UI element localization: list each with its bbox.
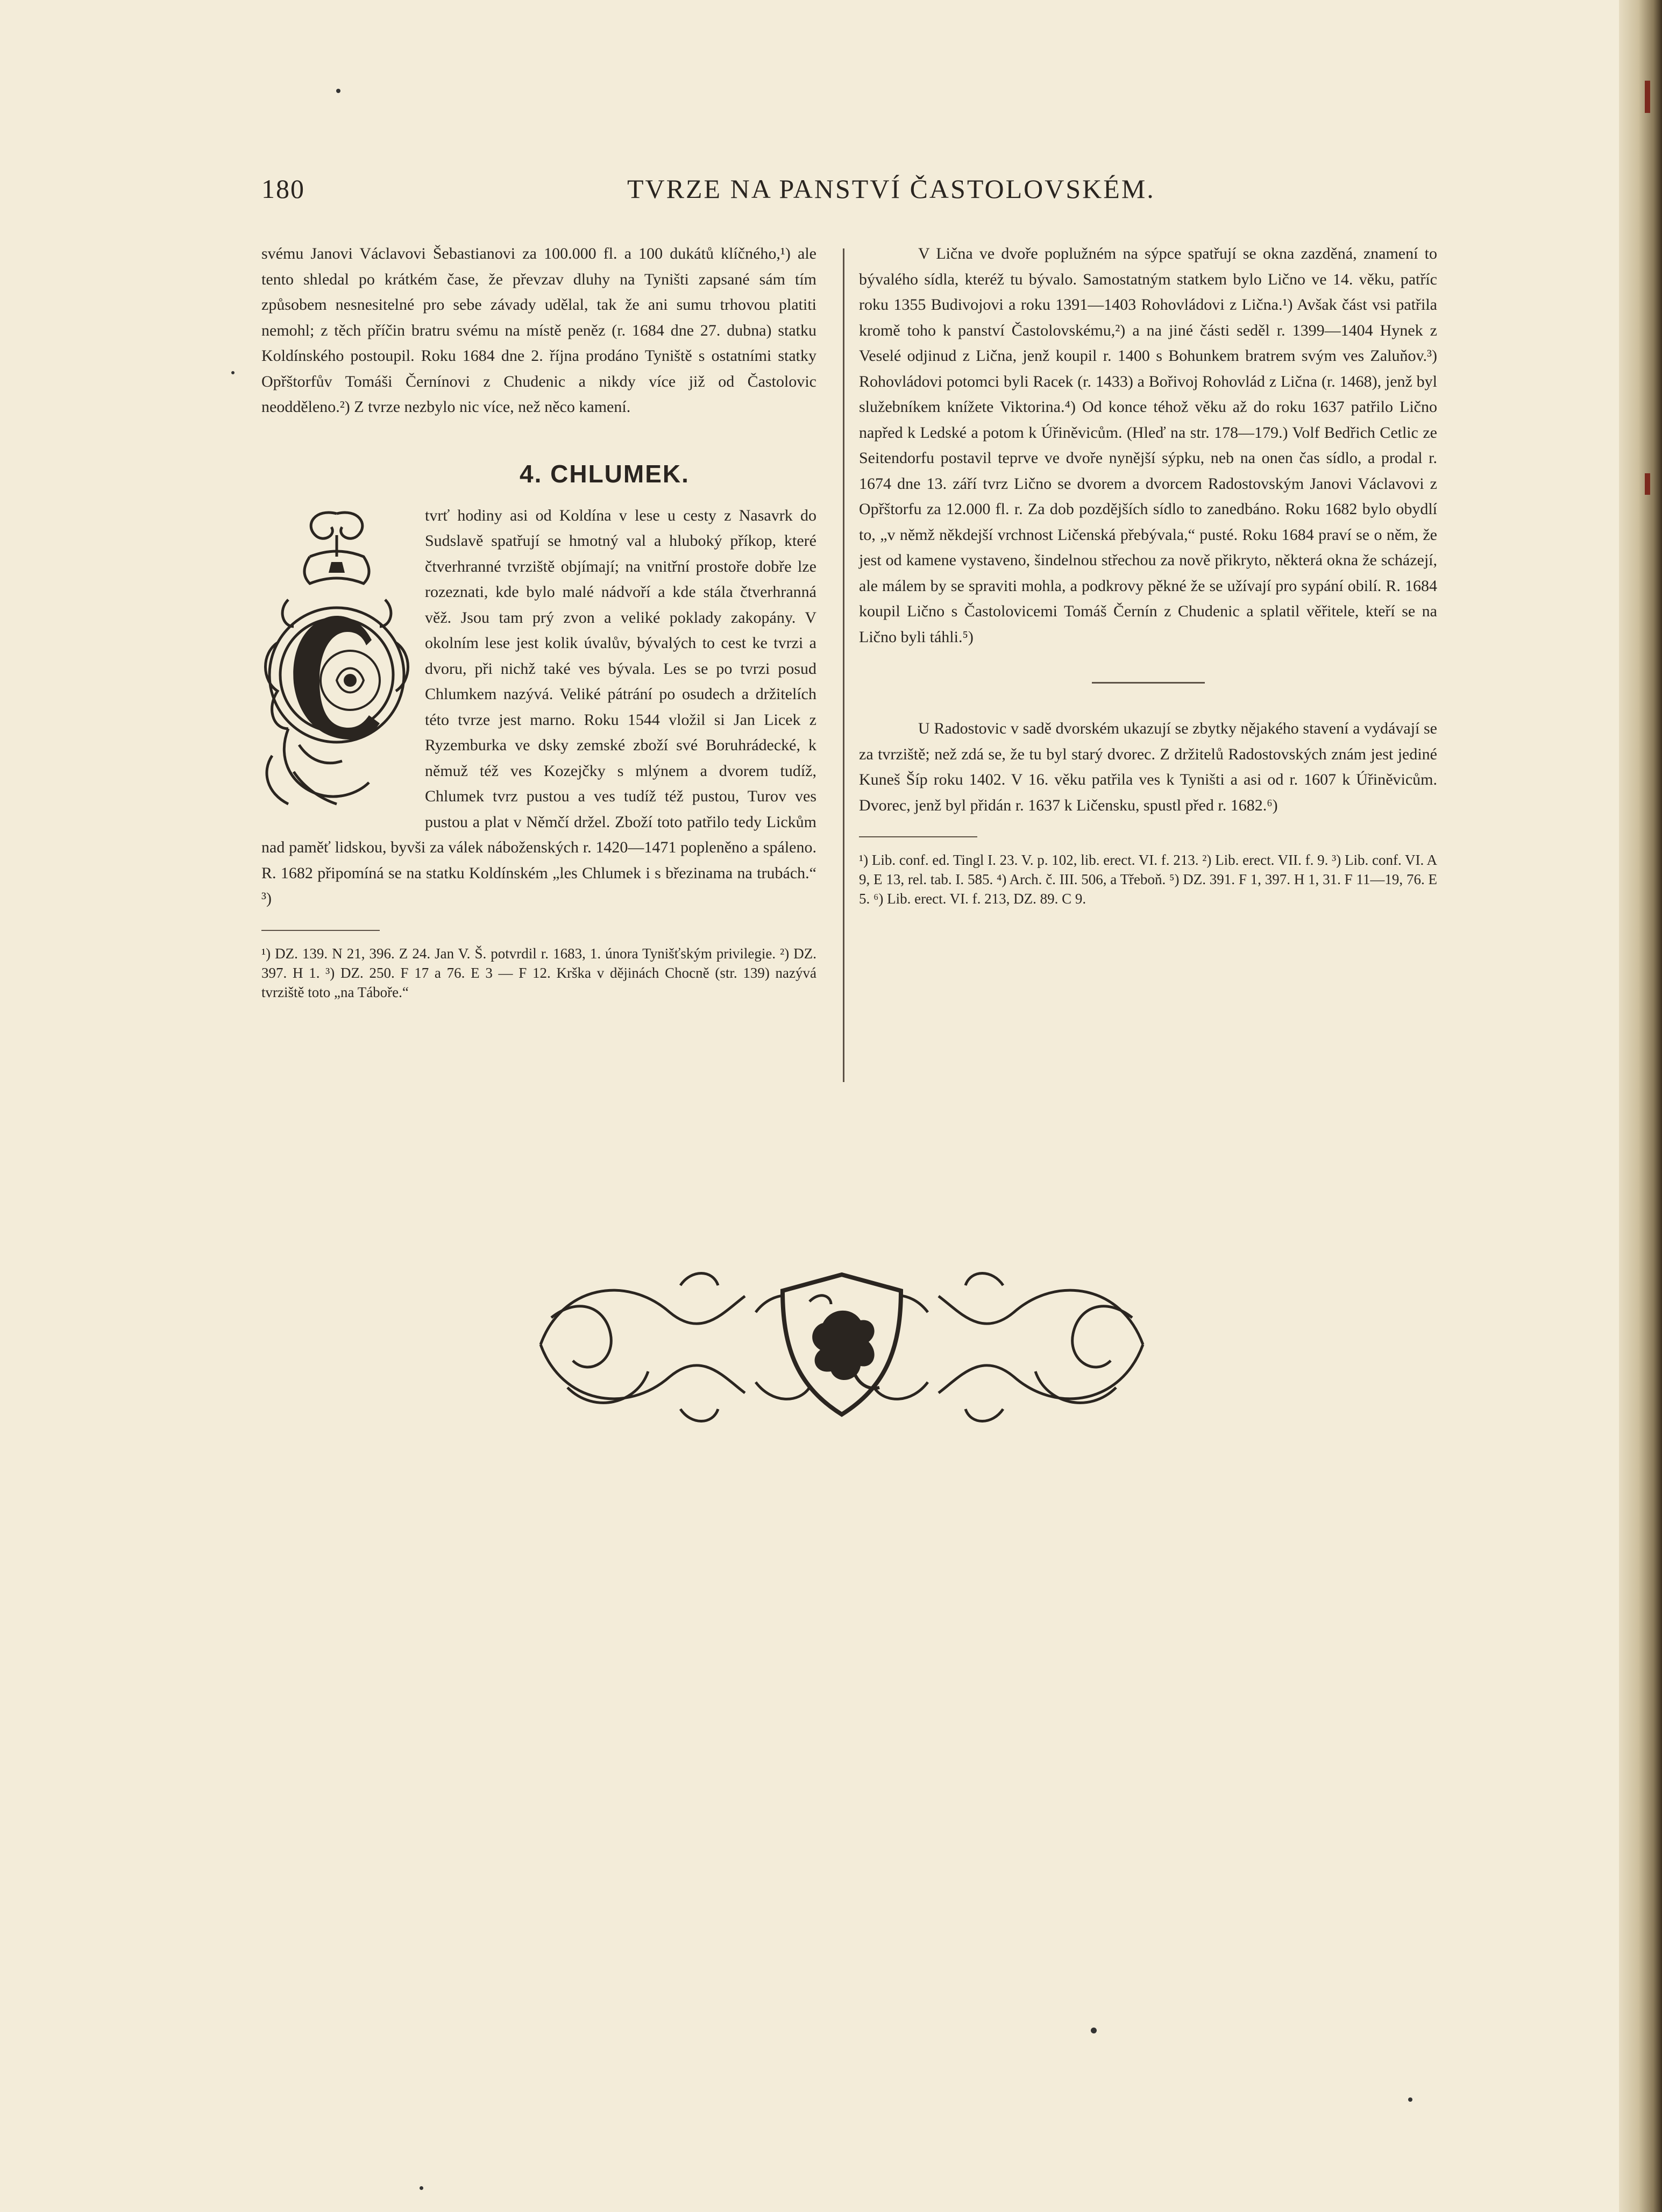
right-column [859,241,1437,908]
radostovic-paragraph: U Radostovic v sadě dvorském ukazují se zbytky nějakého stavení a vydávají se za tvrziště; než zdá se, že tu byl starý dvorec. Z držitelů Radostovských znám jest jediné Kuneš Šíp roku 1402. V 16. věku patřila ves k Tyništi a asi od r. 1607 k Úřiněvicům. Dvorec, jenž byl přidán r. 1637 k Ličensku, spustl před r. 1682.⁶) [859,720,1437,814]
paper-speck [336,89,340,93]
left-footnotes: ¹) DZ. 139. N 21, 396. Z 24. Jan V. Š. potvrdil r. 1683, 1. února Tynišťským privilegie. ²) DZ. 397. H 1. ³) DZ. 250. F 17 a 76. E 3 — F 12. Krška v dějinách Chocně (str. 139) nazývá tvrziště toto „na Táboře.“ [261,945,816,1000]
page-edge [1619,0,1662,2212]
paper-speck [231,371,235,374]
dropcap-ornament [256,503,417,826]
running-head [261,173,1445,216]
section-title: 4. CHLUMEK. [520,459,690,488]
paper-speck [1091,2028,1097,2033]
section-paragraph: tvrť hodiny asi od Koldína v lese u cesty z Nasavrk do Sudslavě spatřují se hmotný val a hluboký příkop, které čtverhranné tvrziště objímají; na vnitřní prostoře dobře lze rozeznati, kde bylo malé nádvoří a kde stála čtverhranná věž. Jsou tam prý zvon a veliké poklady zakopány. V okolním lese jest kolik úvalův, bývalých to cest ke tvrzi a dvoru, při nichž také ves bývala. Les se po tvrzi posud Chlumkem nazývá. Veliké pátrání po osudech a držitelích této tvrze jest marno. Roku 1544 vložil si Jan Licek z Ryzemburka ve dsky zemské zboží své Boruhrádecké, k němuž též ves Kozejčky s mlýnem a dvorem tudíž, Chlumek tvrz pustou a ves tudíž též pustou, Turov ves pustou a plat v Němčí držel. Zboží toto patřilo tedy Lickům nad paměť lidskou, byvši za válek náboženských r. 1420—1471 popleněno a spáleno. R. 1682 připomíná se na statku Koldínském „les Chlumek i s březinama na trubách.“ ³) [261,506,816,907]
opening-paragraph: svému Janovi Václavovi Šebastianovi za 100.000 fl. a 100 dukátů klíčného,¹) ale tento shledal po krátkém čase, že převzav dluhy na Tyništi zapsané sám tím způsobem nesnesitelné pro sebe závady udělal, tak že ani sumu trhovou platiti nemohl; z těch příčin bratru svému na místě peněz (r. 1684 dne 27. dubna) statku Koldínského postoupil. Roku 1684 dne 2. října prodáno Tyniště s ostatními statky Opřštorfův Tomáši Černínovi z Chudenic a nikdy více již od Častolovic neodděleno.²) Z tvrze nezbylo nic více, než něco kamení. [261,245,816,416]
page-edge-marker [1645,81,1650,113]
page-edge-marker [1645,473,1650,495]
left-column [261,241,816,1002]
column-divider [843,248,844,1082]
footnote-rule [261,930,380,931]
page-title: TVRZE NA PANSTVÍ ČASTOLOVSKÉM. [627,174,1155,204]
paper-speck [1408,2097,1412,2102]
paper-speck [420,2186,423,2190]
right-footnotes: ¹) Lib. conf. ed. Tingl I. 23. V. p. 102, lib. erect. VI. f. 213. ²) Lib. erect. VII. f. 9. ³) Lib. conf. VI. A 9, E 13, rel. tab. I. 585. ⁴) Arch. č. III. 506, a Třeboň. ⁵) DZ. 391. F 1, 397. H 1, 31. F 11—19, 76. E 5. ⁶) Lib. erect. VI. f. 213, DZ. 89. C 9. [859,852,1437,907]
section-separator [1092,682,1205,684]
licno-paragraph: V Lična ve dvoře poplužném na sýpce spatřují se okna zazděná, znamení to bývalého sídla, kteréž tu bývalo. Samostatným statkem bylo Lično ve 14. věku, patříc roku 1355 Budivojovi a roku 1391—1403 Rohovládovi z Lična.¹) Avšak část vsi patřila kromě toho k panství Častolovskému,²) a na jiné části seděl r. 1399—1404 Hynek z Veselé odjinud z Lična, jenž koupil r. 1400 s Bohunkem bratrem svým ves Zaluňov.³) Rohovládovi potomci byli Racek (r. 1433) a Bořivoj Rohovlád z Lična (r. 1468), jenž byl služebníkem knížete Viktorina.⁴) Od konce téhož věku až do roku 1637 patřilo Lično napřed k Ledské a potom k Úřiněvicům. (Hleď na str. 178—179.) Volf Bedřich Cetlic ze Seitendorfu postavil teprve ve dvoře nynější sýpku, neb na onen čas sídlo, a prodal r. 1674 dne 13. září tvrz Lično se dvorem a dvorcem Radostovským Janovi Václavovi z Opřštorfu za 12.000 fl. r. Za dob pozdějších sídlo to zanedbáno. Roku 1682 bylo obydlí to, „v němž někdejší vrchnost Ličenská přebývala,“ pusté. Roku 1684 praví se o něm, že jest od kamene vystaveno, šindelnou střechou za nově přikryto, některá okna že scházejí, ale málem by se spraviti mohla, a podkrovy pěkné že se užívají pro sypání obilí. R. 1684 koupil Lično s Častolovicemi Tomáš Černín z Chudenic a splatil věřitele, kteří se na Lično byli táhli.⁵) [859,245,1437,646]
footnote-rule [859,836,977,837]
page-number: 180 [261,174,305,204]
colophon-ornament [530,1253,1154,1436]
